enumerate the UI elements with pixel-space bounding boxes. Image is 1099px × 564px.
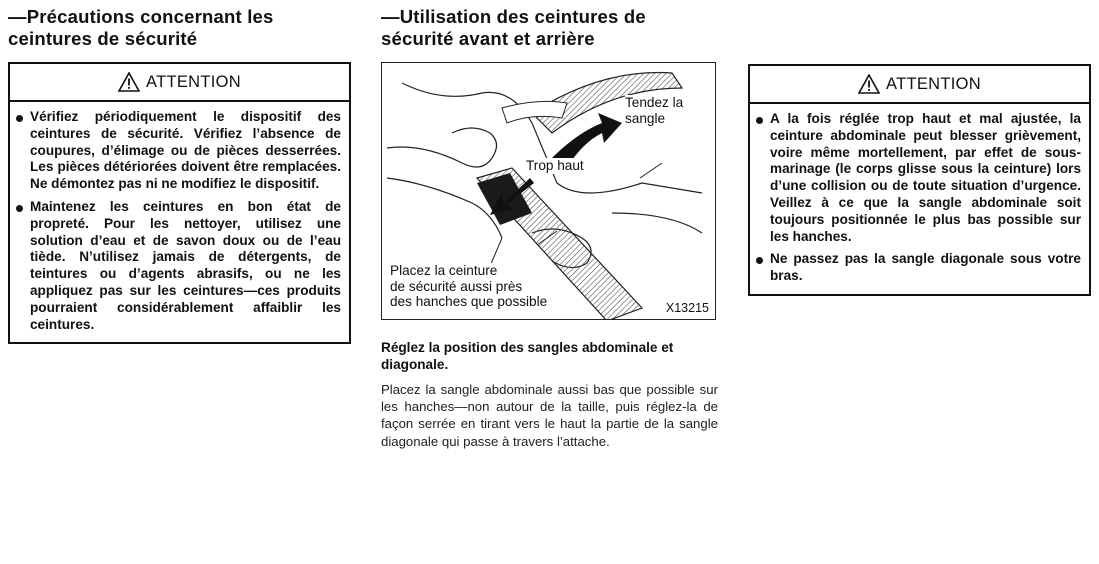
section-title-usage [381,6,718,50]
label-place-belt [390,263,547,310]
attention-box-1 [8,62,351,344]
title-line-1: —Précautions concernant les [8,6,274,27]
seatbelt-illustration [381,62,716,320]
bullet-icon [16,115,23,122]
bullet-icon [756,117,763,124]
bullet-icon [756,257,763,264]
warning-item [756,251,1081,285]
warning-text: Ne passez pas la sangle diagonale sous votre bras. [770,251,1081,284]
label-place-line: de sécurité aussi près [390,278,523,294]
warning-item [16,109,341,193]
title-line-2: sécurité avant et arrière [381,28,595,49]
attention-label: ATTENTION [886,74,981,93]
warning-item [16,199,341,333]
label-place-line: Placez la ceinture [390,263,498,278]
attention-header [10,64,349,102]
warning-triangle-icon [858,74,880,94]
column-usage [381,6,718,450]
bullet-icon [16,205,23,212]
label-tighten-line: Tendez la [625,95,684,110]
attention-box-2 [748,64,1091,296]
warning-list [10,102,349,342]
column-attention-2 [748,64,1091,296]
warning-text: Vérifiez périodiquement le dispositif des ceintures de sécurité. Vérifiez l’absence de coupures, d’élimage ou de pièces desserrées. Les pièces détériorées doivent être remplacées. Ne démontez pas ni ne modifiez le dispositif. [30,109,341,192]
warning-list [750,104,1089,294]
attention-header [750,66,1089,104]
adjust-subheading: Réglez la position des sangles abdominale et diagonale. [381,340,674,372]
label-place-line: des hanches que possible [390,294,548,309]
column-precautions [8,6,351,344]
warning-item [756,111,1081,245]
adjust-instructions: Placez la sangle abdominale aussi bas que possible sur les hanches—non autour de la taille, puis réglez-la de façon serrée en tirant vers le haut la partie de la sangle diagonale qui passe à travers l’attache. [381,382,718,449]
attention-label: ATTENTION [146,72,241,91]
warning-text: Maintenez les ceintures en bon état de propreté. Pour les nettoyer, utilisez une solution d’eau et de savon doux ou de l’eau tiède. N’utilisez jamais de détergents, de teintures ou d’agents abrasifs, ou ne les appliquez pas sur les ceintures—ces produits pourraient considérablement affaiblir les ceintures. [30,198,341,332]
warning-triangle-icon [118,72,140,92]
warning-text: A la fois réglée trop haut et mal ajustée, la ceinture abdominale peut blesser grièvement, voire même mortellement, par effet de sous-marinage (le corps glisse sous la ceinture) lors d’une collision ou de toute situation d’urgence. Veillez à ce que la sangle abdominale soit toujours positionnée le plus bas possible sur les hanches. [770,111,1081,244]
label-too-high: Trop haut [526,158,584,173]
label-tighten-line: sangle [625,110,666,126]
title-line-2: ceintures de sécurité [8,28,198,49]
figure-code: X13215 [665,301,709,315]
section-title-precautions [8,6,351,50]
title-line-1: —Utilisation des ceintures de [381,6,646,27]
label-tighten [625,95,683,126]
